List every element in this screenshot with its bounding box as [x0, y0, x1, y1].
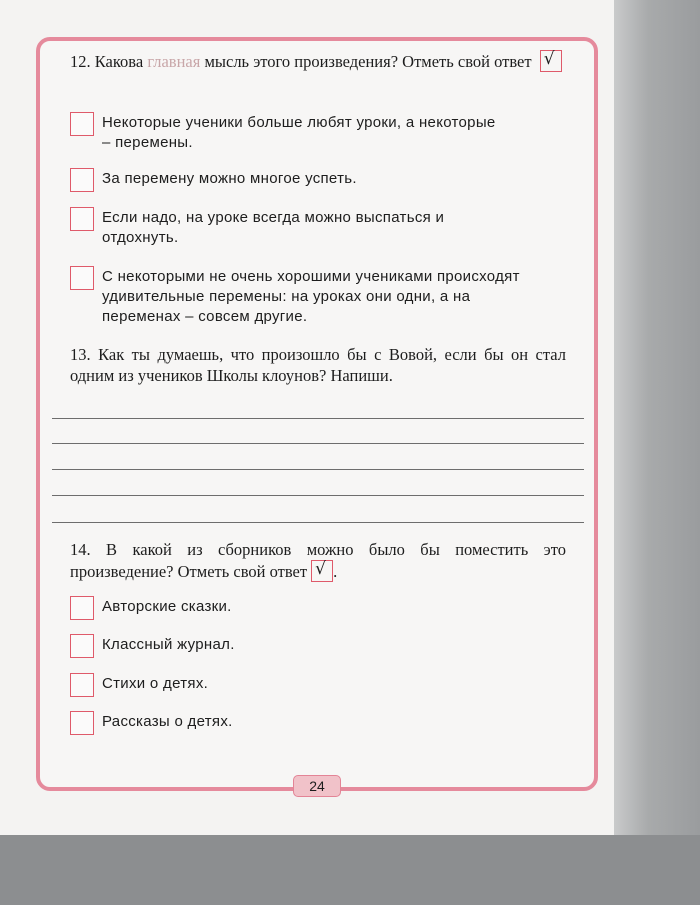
answer-line-2[interactable]: [52, 443, 584, 444]
q14-option-3-label: Стихи о детях.: [102, 675, 209, 692]
question-12-number: 12.: [70, 52, 91, 71]
answer-line-4[interactable]: [52, 495, 584, 496]
q12-option-1-label: Некоторые ученики больше любят уроки, а некоторые – перемены.: [102, 114, 496, 151]
answer-line-5[interactable]: [52, 522, 584, 523]
q14-option-2-label: Классный журнал.: [102, 636, 235, 653]
q12-option-2-label: За перемену можно многое успеть.: [102, 170, 357, 187]
scanner-background: [0, 835, 700, 905]
question-12-text: [70, 50, 566, 72]
page-edge-shadow: [614, 0, 700, 835]
answer-line-1[interactable]: [52, 418, 584, 419]
question-13-text: 13. Как ты думаешь, что произошло бы с Вовой, если бы он стал одним из учеников Школы клоунов? Напиши.: [70, 345, 566, 385]
q14-option-4-label: Рассказы о детях.: [102, 713, 233, 730]
checkmark-box-icon: [540, 50, 562, 72]
q12-option-4-checkbox[interactable]: [70, 266, 94, 290]
q12-option-2-checkbox[interactable]: [70, 168, 94, 192]
question-14-text-main: 14. В какой из сборников можно было бы поместить это произведение? Отметь свой ответ: [70, 540, 566, 581]
question-14-text: [70, 539, 566, 582]
q12-option-4-label: С некоторыми не очень хорошими учениками происходят удивительные перемены: на уроках они одни, а на переменах – совсем другие.: [102, 268, 520, 325]
q12-option-3-checkbox[interactable]: [70, 207, 94, 231]
page-number: 24: [293, 775, 341, 797]
question-14-text-end: .: [333, 562, 338, 581]
q14-option-4-checkbox[interactable]: [70, 711, 94, 735]
q12-option-3-label: Если надо, на уроке всегда можно выспаться и отдохнуть.: [102, 209, 445, 246]
checkmark-box-icon: [311, 560, 333, 582]
question-12-text-part2: мысль этого произведения? Отметь свой ответ: [204, 52, 532, 71]
q14-option-2-checkbox[interactable]: [70, 634, 94, 658]
q14-option-3-checkbox[interactable]: [70, 673, 94, 697]
question-12-text-part1: Какова: [94, 52, 144, 71]
question-12-text-faint: главная: [147, 52, 201, 71]
q12-option-1-checkbox[interactable]: [70, 112, 94, 136]
q14-option-1-label: Авторские сказки.: [102, 598, 232, 615]
answer-line-3[interactable]: [52, 469, 584, 470]
q14-option-1-checkbox[interactable]: [70, 596, 94, 620]
